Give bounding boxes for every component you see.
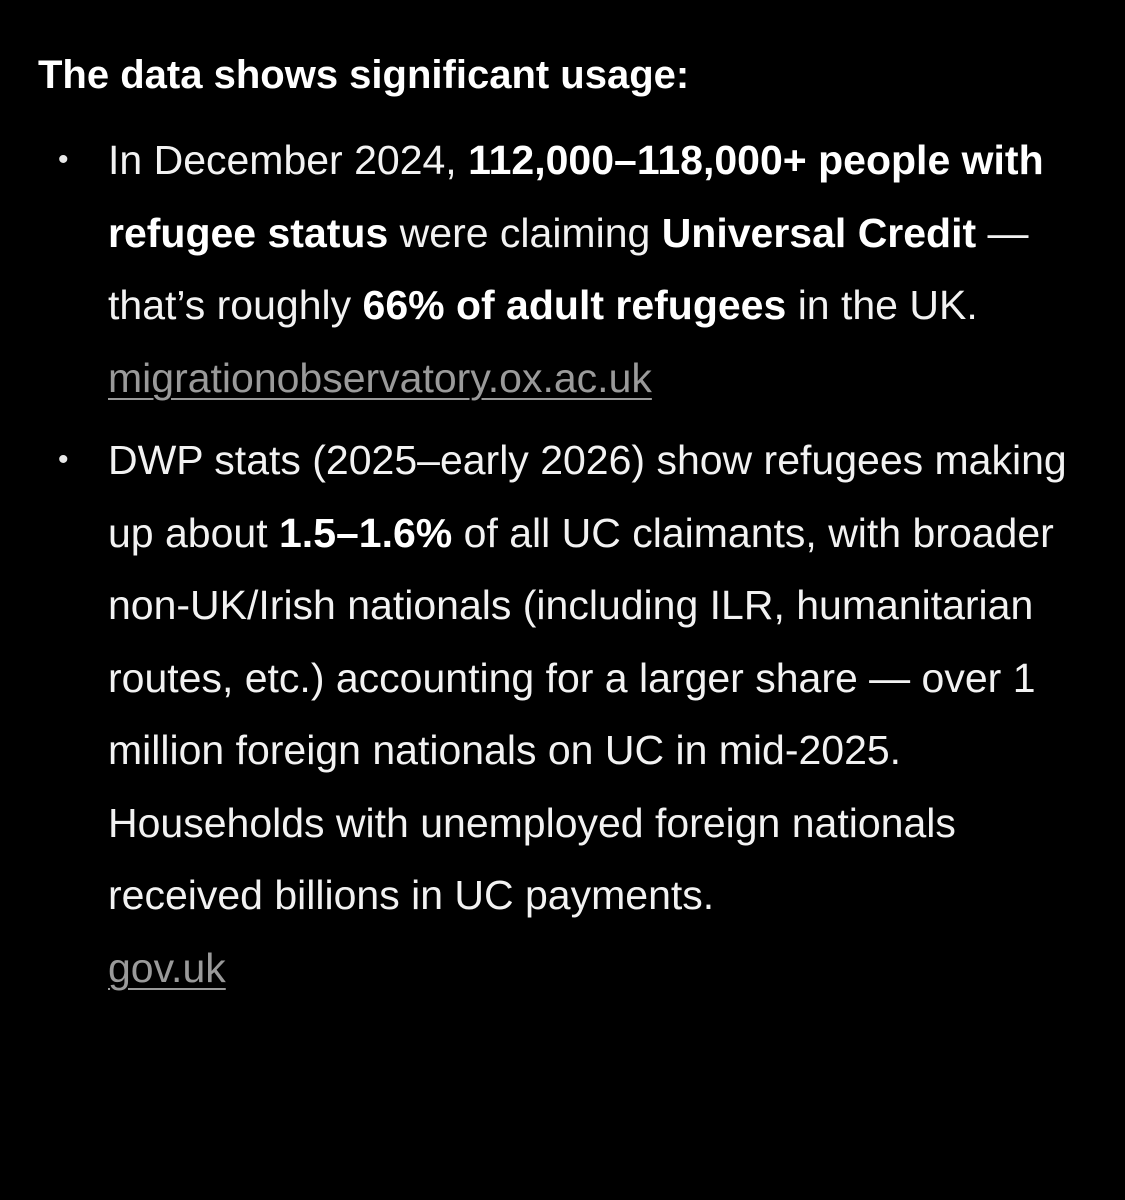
source-link-migrationobservatory[interactable]: migrationobservatory.ox.ac.uk [108, 354, 652, 401]
message-content [38, 48, 1098, 1014]
list-item [38, 424, 1098, 1004]
bullet-text: In December 2024, [108, 137, 469, 183]
bullet-text: in the UK. [786, 282, 978, 328]
bold-text: 1.5–1.6% [279, 509, 453, 556]
list-item [38, 124, 1098, 414]
bold-text: 112,000–118,000+ people with refugee status [108, 137, 1044, 256]
bullet-text: of all UC claimants, with broader non-UK/Irish nationals (including ILR, humanitarian routes, etc.) accounting for a larger share — over 1 million foreign nationals on UC in mid-2025. Households with unemployed foreign nationals received billions in UC payments. [108, 509, 1054, 918]
bullet-text: DWP stats (2025–early 2026) show refugees making up about [108, 437, 1067, 556]
bold-text: 66% of adult refugees [362, 282, 787, 328]
section-heading: The data shows significant usage: [38, 53, 690, 97]
bullet-list [38, 124, 1098, 1004]
bold-text: Universal Credit [661, 209, 977, 256]
source-link-gov-uk[interactable]: gov.uk [108, 944, 226, 991]
bullet-text: — that’s roughly [108, 209, 1029, 328]
bullet-text: were claiming [388, 209, 662, 256]
bullet-icon: • [58, 143, 69, 176]
bullet-icon: • [58, 443, 69, 476]
